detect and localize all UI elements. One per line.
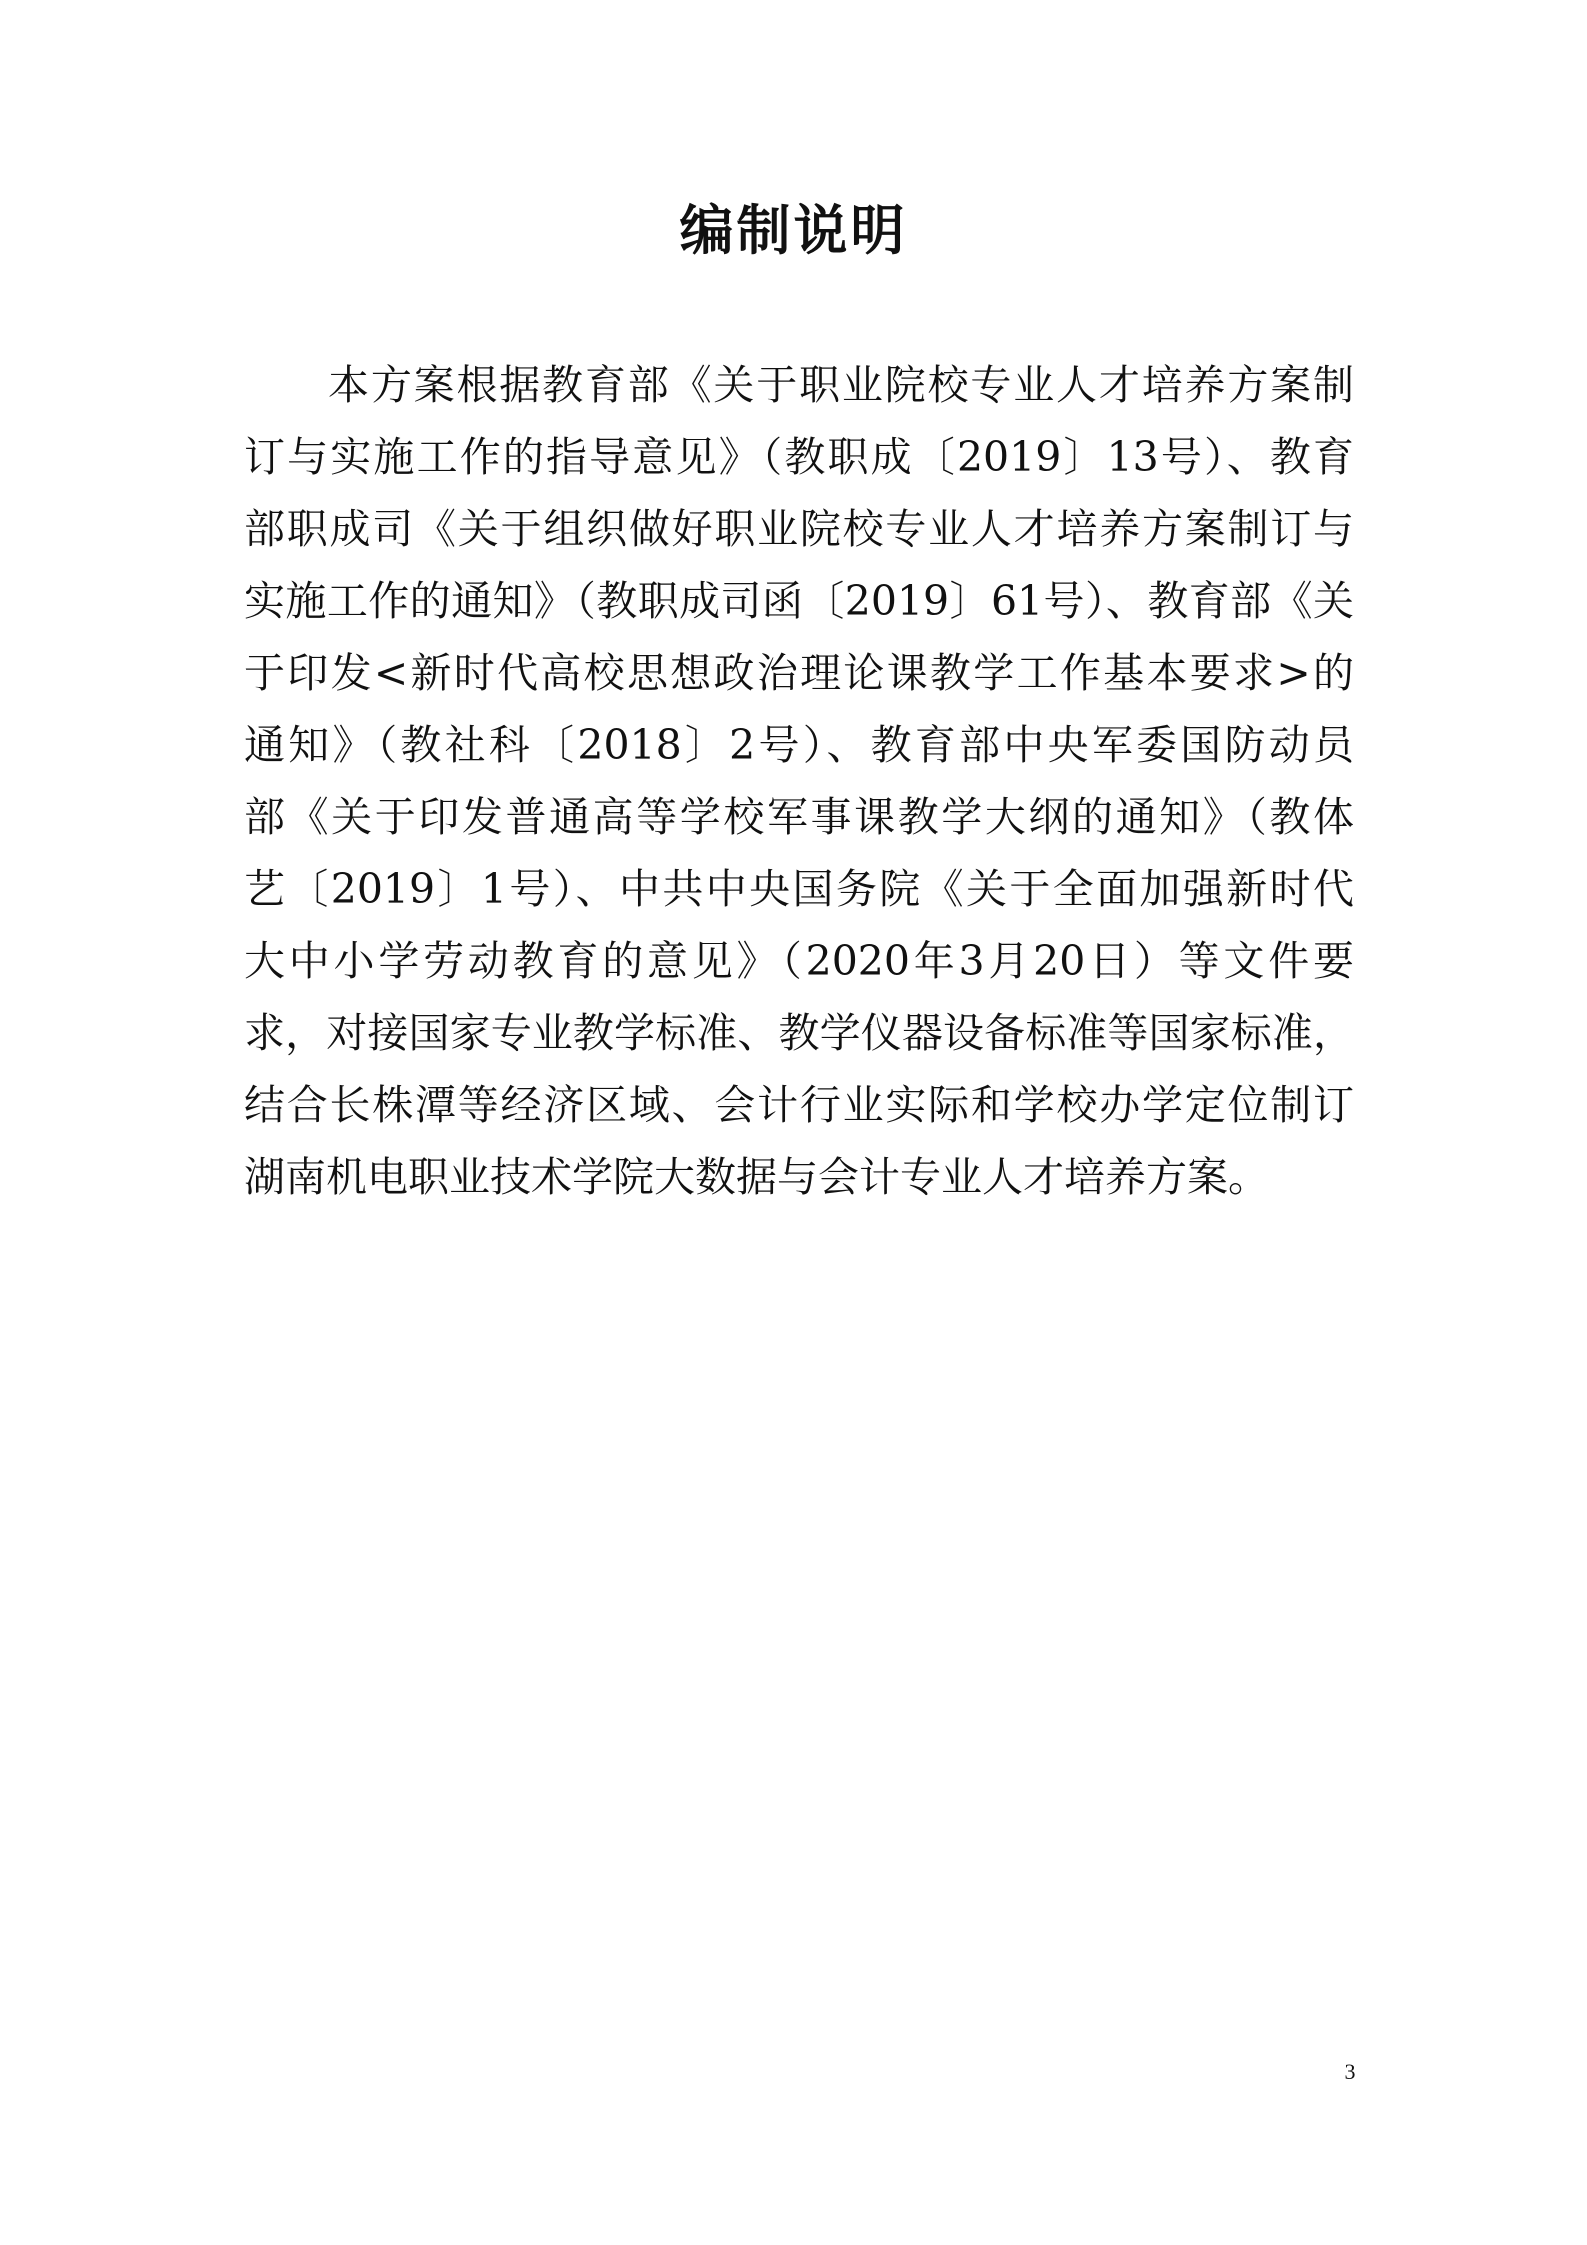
paragraph-line: 实施工作的通知》（教职成司函〔2019〕61号）、教育部《关 xyxy=(244,577,1354,625)
paragraph-line: 湖南机电职业技术学院大数据与会计专业人才培养方案。 xyxy=(244,1153,1269,1201)
paragraph-line: 大中小学劳动教育的意见》（2020年3月20日）等文件要 xyxy=(244,937,1354,985)
paragraph-line: 订与实施工作的指导意见》（教职成〔2019〕13号）、教育 xyxy=(244,433,1354,481)
page-title: 编制说明 xyxy=(679,199,908,262)
paragraph-line: 通知》（教社科〔2018〕2号）、教育部中央军委国防动员 xyxy=(244,721,1354,769)
paragraph-line: 部职成司《关于组织做好职业院校专业人才培养方案制订与 xyxy=(244,505,1354,553)
paragraph-line: 艺〔2019〕1号）、中共中央国务院《关于全面加强新时代 xyxy=(244,865,1354,913)
explanation-paragraph xyxy=(244,349,1354,1213)
paragraph-line: 部《关于印发普通高等学校军事课教学大纲的通知》（教体 xyxy=(244,793,1354,841)
paragraph-line: 本方案根据教育部《关于职业院校专业人才培养方案制 xyxy=(328,361,1354,409)
paragraph-line: 于印发<新时代高校思想政治理论课教学工作基本要求>的 xyxy=(244,649,1354,697)
paragraph-line: 求，对接国家专业教学标准、教学仪器设备标准等国家标准， xyxy=(244,1009,1354,1057)
page-number: 3 xyxy=(1344,2059,1356,2084)
paragraph-line: 结合长株潭等经济区域、会计行业实际和学校办学定位制订 xyxy=(244,1081,1354,1129)
